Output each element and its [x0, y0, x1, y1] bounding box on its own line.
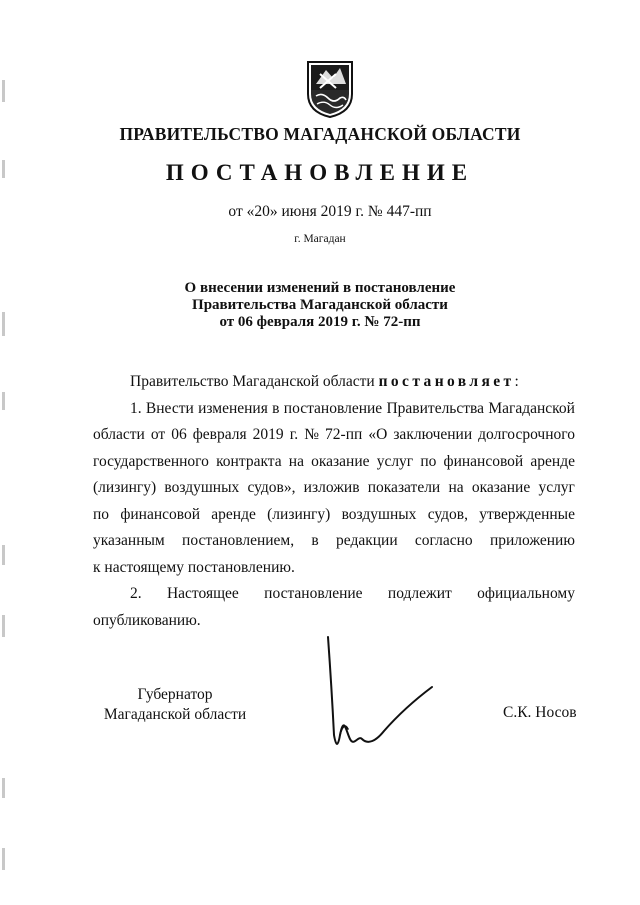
subject-line: Правительства Магаданской области [192, 297, 448, 313]
intro-lead: Правительство Магаданской области [130, 373, 375, 390]
signer-position-line: Магаданской области [103, 706, 247, 723]
subject-line: О внесении изменений в постановление [184, 280, 456, 296]
item1-line: указанным постановлением, в редакции согласно приложению [93, 532, 575, 549]
scan-mark [2, 80, 5, 102]
intro-verb: постановляет [378, 373, 515, 390]
document-date-number: от «20» июня 2019 г. № 447-пп [228, 203, 432, 220]
coat-of-arms-emblem [306, 60, 354, 118]
item1-line: по финансовой аренде (лизингу) воздушных судов, утвержденные [93, 505, 575, 523]
document-place: г. Магадан [294, 233, 346, 245]
signer-position-line: Губернатор [137, 686, 213, 703]
intro-tail: : [514, 373, 519, 390]
subject-line: от 06 февраля 2019 г. № 72-пп [219, 314, 421, 330]
item1-line: к настоящему постановлению. [93, 558, 295, 576]
handwritten-signature [320, 635, 440, 755]
scan-mark [2, 615, 5, 637]
government-title: ПРАВИТЕЛЬСТВО МАГАДАНСКОЙ ОБЛАСТИ [119, 124, 521, 144]
item1-line: 1. Внести изменения в постановление Правительства Магаданской [130, 399, 575, 417]
document-body [93, 369, 575, 634]
document-subject [0, 280, 640, 331]
item1-line: (лизингу) воздушных судов», изложив показатели на оказание услуг [93, 479, 575, 496]
signer-name: С.К. Носов [503, 704, 577, 721]
intro-paragraph [93, 369, 575, 396]
document-type-heading: ПОСТАНОВЛЕНИЕ [165, 160, 475, 185]
item2-line: опубликованию. [93, 611, 201, 629]
scan-mark [2, 545, 5, 565]
signer-position [95, 685, 255, 725]
item1-line: области от 06 февраля 2019 г. № 72-пп «О заключении долгосрочного [93, 426, 575, 443]
item1-line: государственного контракта на оказание услуг по финансовой аренде [93, 452, 575, 470]
scan-mark [2, 392, 5, 410]
item2-line: 2. Настоящее постановление подлежит официальному [130, 585, 575, 602]
scan-mark [2, 848, 5, 870]
scan-mark [2, 778, 5, 798]
